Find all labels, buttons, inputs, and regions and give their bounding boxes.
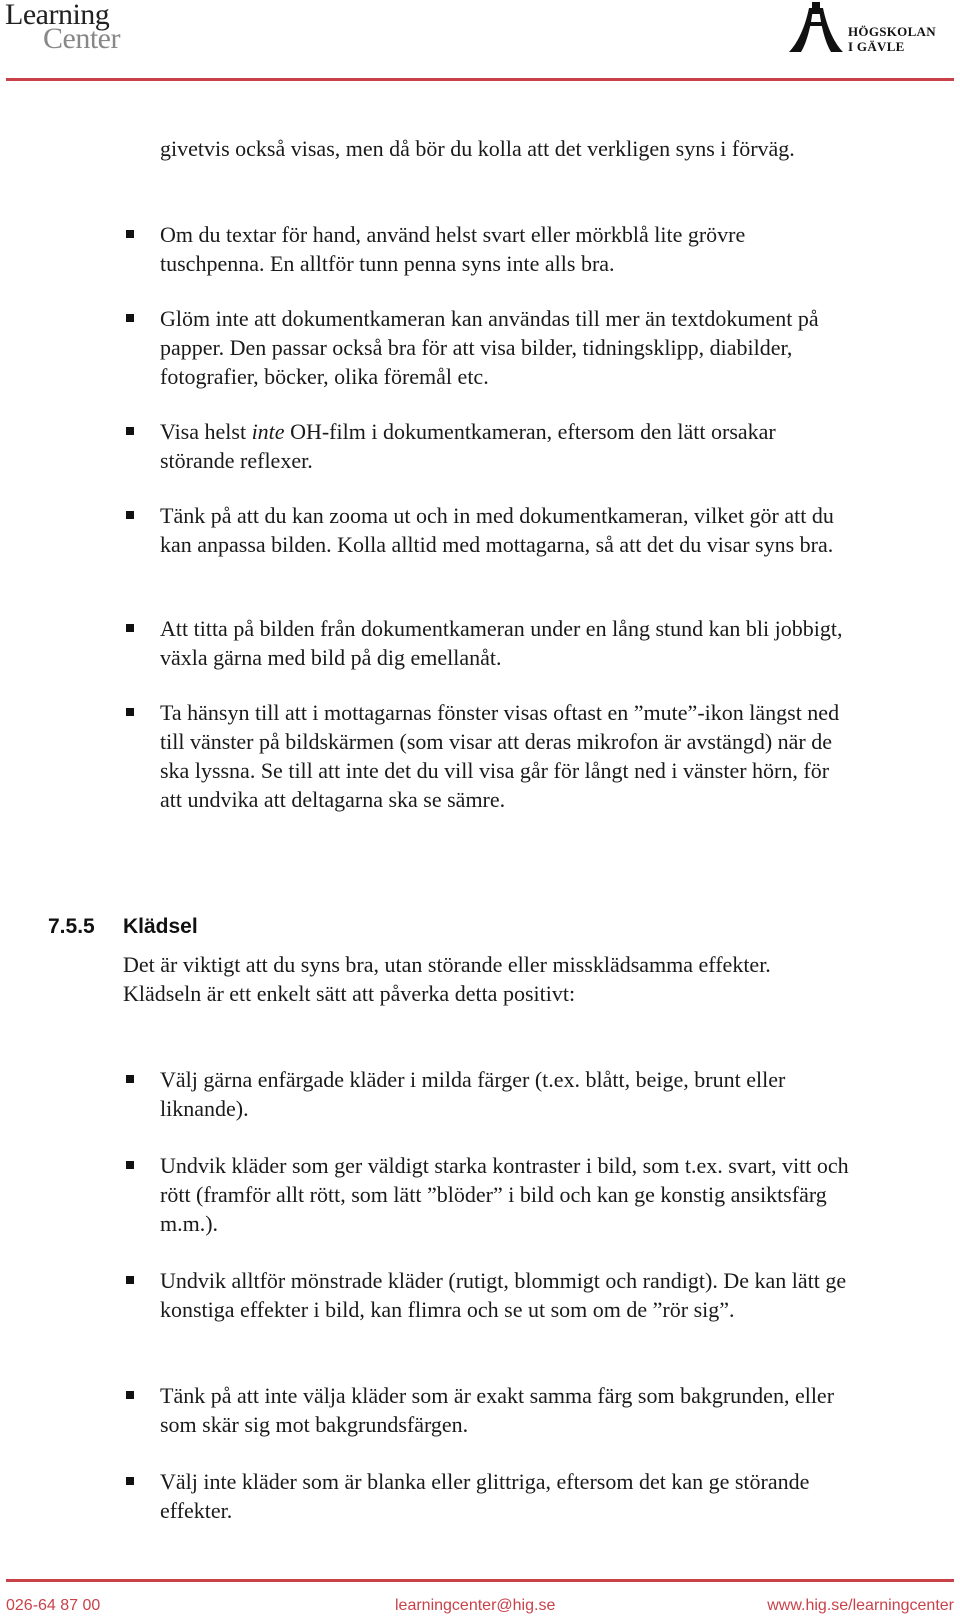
footer-email-link[interactable]: learningcenter@hig.se — [395, 1597, 556, 1614]
bullet-square-icon — [126, 230, 134, 238]
paragraph-text: Det är viktigt att du syns bra, utan störande eller missklädsamma effekter. — [123, 952, 771, 977]
bullet-square-icon — [126, 1075, 134, 1083]
list-item-text: Att titta på bilden från dokumentkameran under en lång stund kan bli jobbigt, växla gärna med bild på dig emellanåt. — [160, 616, 843, 670]
list-item-text: OH-film i dokumentkameran, eftersom den lätt orsakar störande reflexer. — [160, 419, 776, 473]
header-divider — [6, 78, 954, 81]
bullet-square-icon — [126, 427, 134, 435]
logo-hogskolan-text: HÖGSKOLAN — [848, 24, 936, 39]
list-item — [160, 501, 850, 559]
bullet-square-icon — [126, 1477, 134, 1485]
list-item — [160, 417, 850, 475]
bullet-square-icon — [126, 1161, 134, 1169]
section-heading — [48, 915, 198, 939]
list-item-text: Visa helst — [160, 419, 252, 444]
footer-phone: 026-64 87 00 — [6, 1597, 101, 1614]
logo-learning-text: Learning — [5, 0, 110, 31]
emphasis-text: inte — [251, 419, 285, 444]
list-item-text: Undvik kläder som ger väldigt starka kontraster i bild, som t.ex. svart, vitt och rött (framför allt rött, som lätt ”blöder” i bild och kan ge konstig ansiktsfärg m.m.). — [160, 1153, 849, 1236]
logo-center-text: Center — [43, 22, 120, 55]
list-item — [160, 1065, 850, 1123]
list-item-text: Om du textar för hand, använd helst svart eller mörkblå lite grövre tuschpenna. En alltför tunn penna syns inte alls bra. — [160, 222, 746, 276]
list-item — [160, 1151, 850, 1238]
list-item — [160, 1266, 850, 1324]
intro-continuation: givetvis också visas, men då bör du kolla att det verkligen syns i förväg. — [160, 136, 795, 161]
bullet-square-icon — [126, 1276, 134, 1284]
list-item-text: Tänk på att du kan zooma ut och in med dokumentkameran, vilket gör att du kan anpassa bilden. Kolla alltid med mottagarna, så att det du visar syns bra. — [160, 503, 834, 557]
list-item — [160, 304, 850, 391]
bullet-square-icon — [126, 708, 134, 716]
section-number: 7.5.5 — [48, 915, 95, 938]
list-item — [160, 220, 850, 278]
logo-gavle-text: I GÄVLE — [848, 39, 905, 54]
section-title: Klädsel — [123, 915, 198, 938]
learning-center-logo — [5, 0, 120, 54]
list-item-text: Välj gärna enfärgade kläder i milda färger (t.ex. blått, beige, brunt eller liknande). — [160, 1067, 786, 1121]
list-item — [160, 698, 850, 814]
list-item — [160, 614, 850, 672]
hogskolan-gavle-logo — [785, 2, 945, 54]
footer-divider — [6, 1579, 954, 1582]
paragraph-text: Klädseln är ett enkelt sätt att påverka detta positivt: — [123, 981, 576, 1006]
hig-emblem-icon — [785, 2, 847, 54]
bullet-square-icon — [126, 1391, 134, 1399]
list-item-text: Ta hänsyn till att i mottagarnas fönster visas oftast en ”mute”-ikon längst ned till vänster på bildskärmen (som visar att deras mikrofon är avstängd) när de ska lyssna. Se till att inte det du vill visa går för långt ned i vänster hörn, för att undvika att deltagarna ska se sämre. — [160, 700, 840, 812]
footer-web-link[interactable]: www.hig.se/learningcenter — [767, 1597, 954, 1614]
bullet-square-icon — [126, 314, 134, 322]
list-item-text: Tänk på att inte välja kläder som är exakt samma färg som bakgrunden, eller som skär sig mot bakgrundsfärgen. — [160, 1383, 835, 1437]
list-item-text: Välj inte kläder som är blanka eller glittriga, eftersom det kan ge störande effekter. — [160, 1469, 810, 1523]
bullet-square-icon — [126, 511, 134, 519]
list-item — [160, 1381, 850, 1439]
list-item-text: Undvik alltför mönstrade kläder (rutigt, blommigt och randigt). De kan lätt ge konstiga effekter i bild, kan flimra och se ut som om de ”rör sig”. — [160, 1268, 847, 1322]
bullet-square-icon — [126, 624, 134, 632]
list-item — [160, 1467, 850, 1525]
section-paragraph — [123, 950, 813, 1008]
list-item-text: Glöm inte att dokumentkameran kan användas till mer än textdokument på papper. Den passar också bra för att visa bilder, tidningsklipp, diabilder, fotografier, böcker, olika föremål etc. — [160, 306, 819, 389]
